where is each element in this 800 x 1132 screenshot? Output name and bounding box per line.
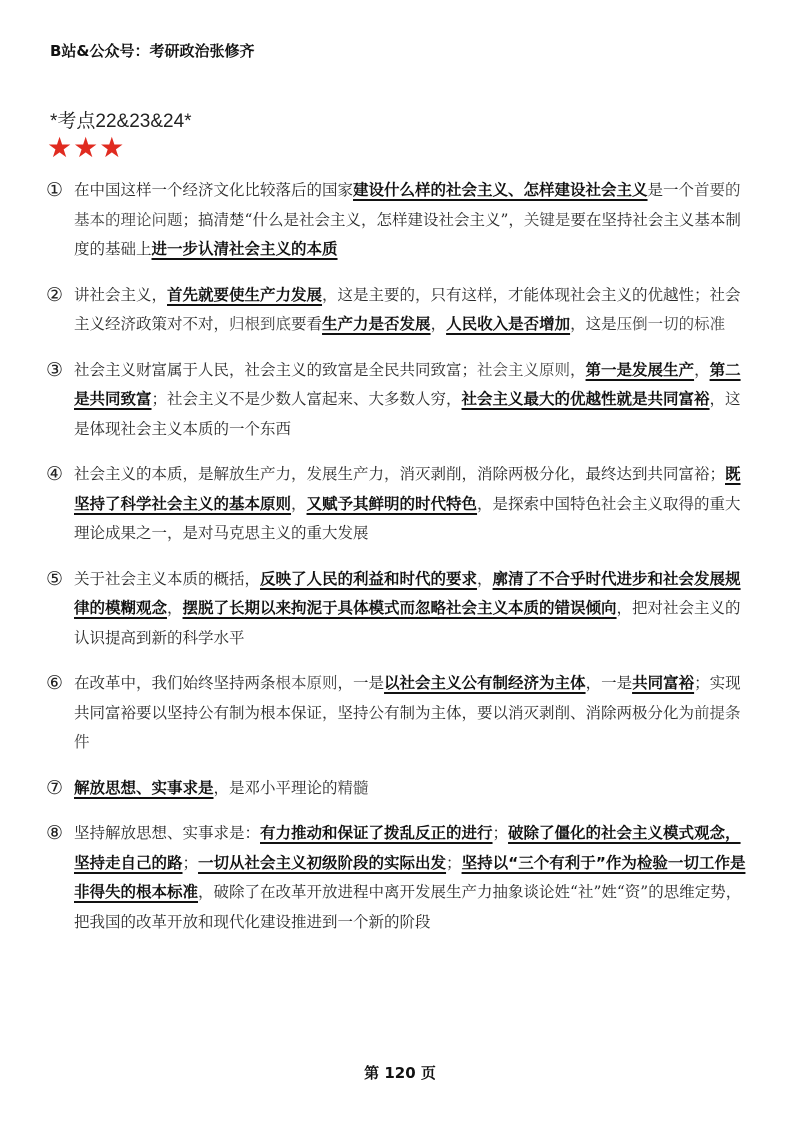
list-item (46, 819, 756, 937)
body-text: ，是邓小平理论的 (213, 778, 338, 797)
item-number: ⑦ (46, 776, 64, 799)
body-text: ，这是 (570, 315, 617, 333)
soft-phrase: 前提条件 (74, 703, 741, 751)
list-item (46, 565, 756, 654)
body-text: 要看 (291, 315, 323, 333)
key-phrase: 坚持以“三个有利于”作为检验一切工作是非得失的根本标准 (74, 853, 746, 901)
key-phrase: 破除了僵化的社会主义模式观念，坚持走自己的路 (74, 824, 741, 872)
body-text: ，一是 (585, 674, 633, 692)
key-phrase: 既坚持了科学社会主义的基本原则 (74, 465, 741, 513)
key-phrase: 人民收入是否增加 (446, 315, 571, 333)
source-header: B站&公众号：考研政治张修齐 (50, 42, 255, 60)
body-text: ，这是主要的，只有这样，才能体现社会主义的优越性；社会主义经济政策对不对， (74, 285, 741, 333)
page-number: 第 120 页 (364, 1064, 436, 1082)
body-text: 坚持解放思想、实事求是： (74, 824, 261, 842)
body-text: 社会主义财富属于人民，社会主义的致富是全民共同致富； (74, 360, 478, 379)
soft-phrase: 关键是 (523, 210, 571, 229)
item-number: ⑧ (46, 822, 64, 844)
soft-phrase: 精髓 (337, 778, 369, 797)
body-text: ； (492, 824, 509, 842)
list-item (46, 281, 756, 340)
body-text: ，破除了在改革开放进程中离开发展生产力抽象谈论姓“社”姓“资”的思维定势，把我国的改革开放和现代化建设推进到一个新的阶段 (74, 883, 742, 931)
body-text: 在改革中，我们始终坚持两条 (74, 674, 276, 692)
body-text: ， (291, 494, 307, 513)
body-text: ，这是体现社会主义本质的一个东西 (74, 390, 741, 438)
key-phrase: 有力推动和保证了拨乱反正的进行 (260, 824, 493, 842)
body-text: ，是探索中国特色社会主义取得的重大理论成果之一，是对马克思主义的重大发展 (74, 494, 741, 542)
body-text: ， (477, 569, 493, 588)
soft-phrase: 根本原则 (275, 674, 338, 692)
importance-stars: ★★★ (47, 131, 126, 164)
body-text: ； (182, 853, 199, 872)
body-text: ；社会主义不是少数人富起来、大多数人穷， (151, 390, 462, 408)
body-text: 社会主义的本质，是解放生产力，发展生产力，消灭剥削，消除两极分化，最终达到共同富裕； (74, 465, 726, 483)
body-text: ；搞清楚“什么是社会主义，怎样建设社会主义”， (182, 210, 524, 229)
item-number: ① (46, 179, 64, 201)
item-number: ④ (46, 463, 64, 485)
list-item (46, 356, 756, 445)
body-text: ， (167, 599, 183, 617)
body-text: ， (430, 315, 447, 333)
key-phrase: 共同富裕 (632, 674, 695, 692)
item-number: ⑥ (46, 672, 64, 694)
key-phrase: 一切从社会主义初级阶段的实际出发 (198, 853, 447, 872)
body-text: ， (694, 360, 710, 379)
item-number: ⑤ (46, 567, 64, 590)
soft-phrase: 社会主义原则 (477, 360, 571, 379)
key-phrase: 进一步认清社会主义的本质 (151, 240, 338, 258)
body-text: 关于社会主义本质的概括， (74, 569, 261, 588)
body-text: 是一个 (647, 181, 695, 199)
body-text: ，把对社会主义的认识提高到新的科学水平 (74, 599, 741, 647)
body-text: ；实现共同富裕要以坚持公有制为根本保证，坚持公有制为主体，要以消灭剥削、消除两极分化为 (74, 674, 741, 722)
key-phrase: 第一是发展生产 (585, 360, 695, 379)
key-phrase: 又赋予其鲜明的时代特色 (306, 494, 478, 513)
body-text: 在中国这样一个经济文化比较落后的国家 (74, 181, 354, 199)
soft-phrase: 压倒一切的标准 (616, 315, 726, 333)
key-phrase: 廓清了不合乎时代进步和社会发展规律的模糊观念 (74, 569, 741, 617)
soft-phrase: 首要的基本的理论问题 (74, 181, 741, 229)
body-text: ，一是 (337, 674, 385, 692)
point-list (46, 176, 756, 953)
item-number: ③ (46, 358, 64, 381)
key-phrase: 反映了人民的利益和时代的要求 (260, 569, 478, 588)
key-phrase: 摆脱了长期以来拘泥于具体模式而忽略社会主义本质的错误倾向 (182, 599, 617, 617)
list-item (46, 774, 756, 804)
list-item (46, 176, 756, 265)
item-number: ② (46, 283, 64, 306)
key-phrase: 社会主义最大的优越性就是共同富裕 (461, 390, 710, 408)
key-phrase: 生产力是否发展 (322, 315, 431, 333)
soft-phrase: 归根到底 (229, 315, 292, 333)
body-text: 讲社会主义， (74, 285, 168, 304)
key-phrase: 第二是共同致富 (74, 360, 741, 408)
list-item (46, 669, 756, 758)
key-phrase: 首先就要使生产力发展 (167, 285, 323, 304)
key-phrase: 解放思想、实事求是 (74, 778, 214, 797)
key-phrase: 建设什么样的社会主义、怎样建设社会主义 (353, 181, 648, 199)
body-text: 要在坚持社会主义基本制度的基础上 (74, 210, 741, 258)
body-text: ， (570, 360, 586, 379)
key-phrase: 以社会主义公有制经济为主体 (384, 674, 586, 692)
exam-point-tag: *考点22&23&24* (50, 111, 192, 132)
body-text: ； (446, 853, 462, 872)
list-item (46, 460, 756, 549)
